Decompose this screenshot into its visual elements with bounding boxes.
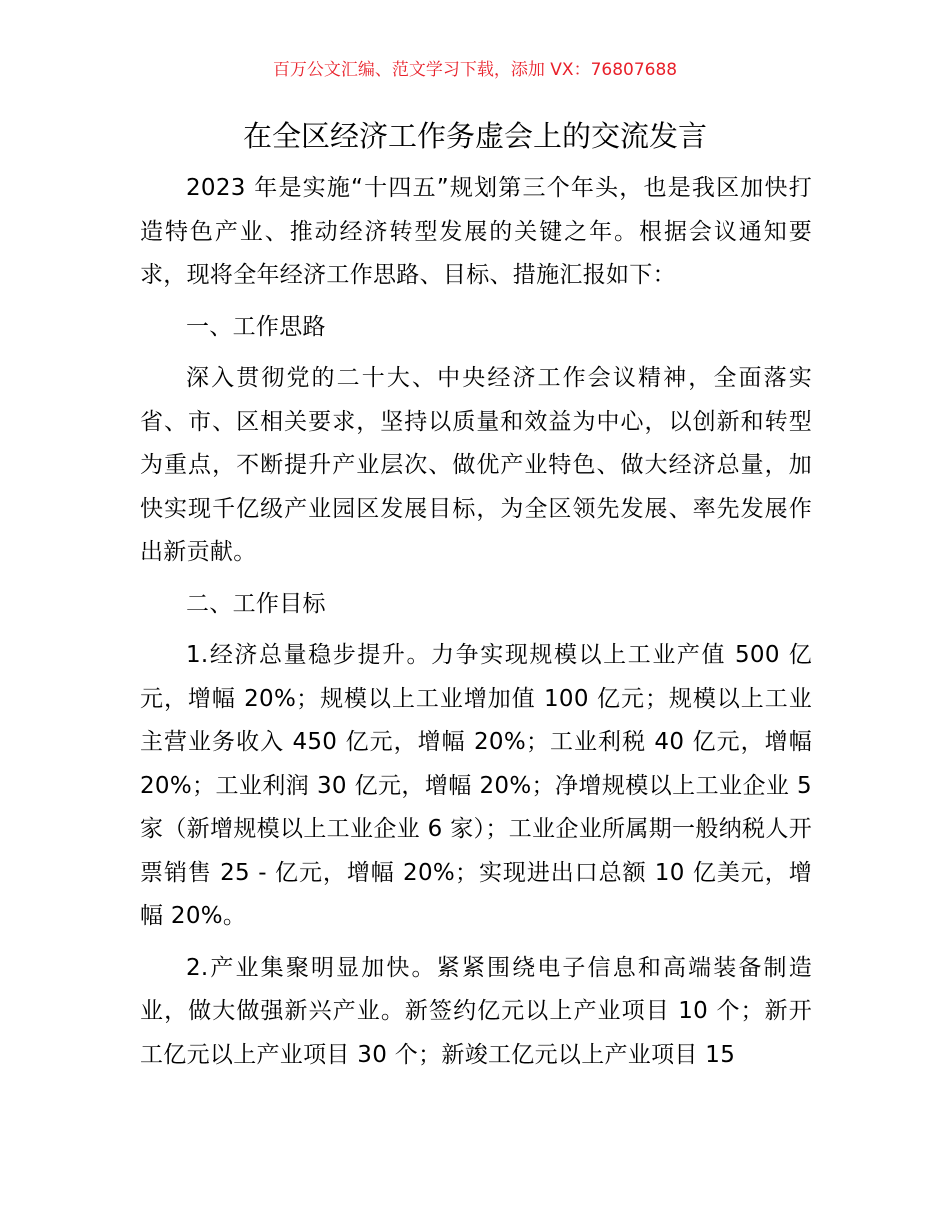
paragraph-goal-industry: 2.产业集聚明显加快。紧紧围绕电子信息和高端装备制造业，做大做强新兴产业。新签约亿元以上产业项目 10 个；新开工亿元以上产业项目 30 个；新竣工亿元以上产业项目 15 [140,954,812,1068]
document-title: 在全区经济工作务虚会上的交流发言 [242,119,707,153]
paragraph-goal-economy: 1.经济总量稳步提升。力争实现规模以上工业产值 500 亿元，增幅 20%；规模以上工业增加值 100 亿元；规模以上工业主营业务收入 450 亿元，增幅 20%；工业利税 40 亿元，增幅 20%；工业利润 30 亿元，增幅 20%；净增规模以上工业企业 5 家（新增规模以上工业企业 6 家）；工业企业所属期一般纳税人开票销售 25 - 亿元，增幅 20%；实现进出口总额 10 亿美元，增幅 20%。 [140,642,812,929]
document-body [140,167,812,1085]
paragraph-intro: 2023 年是实施“十四五”规划第三个年头，也是我区加快打造特色产业、推动经济转型发展的关键之年。根据会议通知要求，现将全年经济工作思路、目标、措施汇报如下： [140,175,812,288]
header-note: 百万公文汇编、范文学习下载，添加 VX：76807688 [272,60,678,80]
section-heading-work-goals: 二、工作目标 [186,590,326,617]
paragraph-work-approach: 深入贯彻党的二十大、中央经济工作会议精神，全面落实省、市、区相关要求，坚持以质量和效益为中心，以创新和转型为重点，不断提升产业层次、做优产业特色、做大经济总量，加快实现千亿级产业园区发展目标，为全区领先发展、率先发展作出新贡献。 [140,365,812,565]
section-heading-work-approach: 一、工作思路 [186,313,326,340]
